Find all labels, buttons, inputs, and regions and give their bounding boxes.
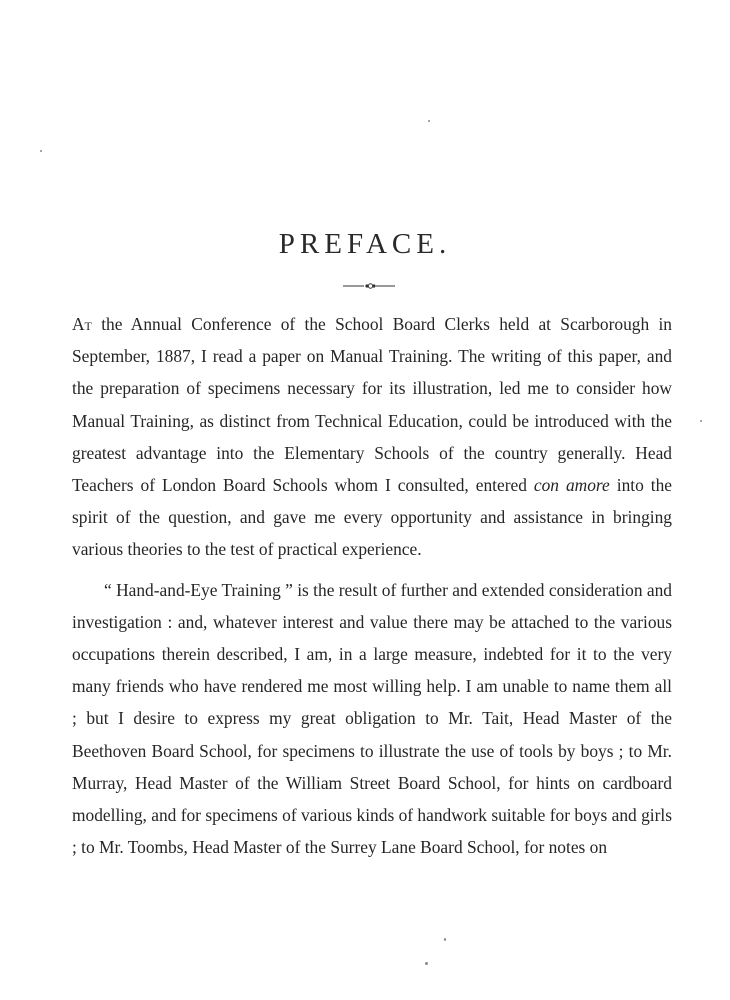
paragraph-2: “ Hand-and-Eye Training ” is the result of further and extended consideration and investigation : and, whatever interest and value there may be attached to the various occupations therein described, I am, in a large measure, indebted for it to the very many friends who have rendered me most willing help. I am unable to name them all ; but I desire to express my great obligation to Mr. Tait, Head Master of the Beethoven Board School, for specimens to illustrate the use of tools by boys ; to Mr. Murray, Head Master of the William Street Board School, for hints on cardboard modelling, and for specimens of various kinds of handwork suitable for boys and girls ; to Mr. Toombs, Head Master of the Surrey Lane Board School, for notes on (72, 579, 672, 858)
paragraph-1-tail: into the spirit of the question, and gave me every opportunity and assistance in bringing various theories to the test of practical experience. (72, 475, 673, 560)
preface-body (72, 308, 672, 863)
paper-speck (40, 150, 42, 152)
title-ornament (343, 281, 395, 291)
paragraph-1-italic: con amore (533, 475, 610, 496)
paper-speck (700, 420, 702, 422)
page-title: PREFACE. (278, 228, 452, 260)
paragraph-1-text: the Annual Conference of the School Board Clerks held at Scarborough in September, 1887, I read a paper on Manual Training. The writing of this paper, and the preparation of specimens necessary for its illustration, led me to consider how Manual Training, as distinct from Technical Education, could be introduced with the greatest advantage into the Elementary Schools of the country generally. Head Teachers of London Board Schools whom I consulted, entered (72, 314, 672, 496)
paper-speck (444, 938, 446, 941)
paragraph-1-lead: At (72, 314, 92, 334)
paragraph-1 (72, 308, 672, 566)
paper-speck (425, 962, 428, 965)
paper-speck (428, 120, 430, 122)
